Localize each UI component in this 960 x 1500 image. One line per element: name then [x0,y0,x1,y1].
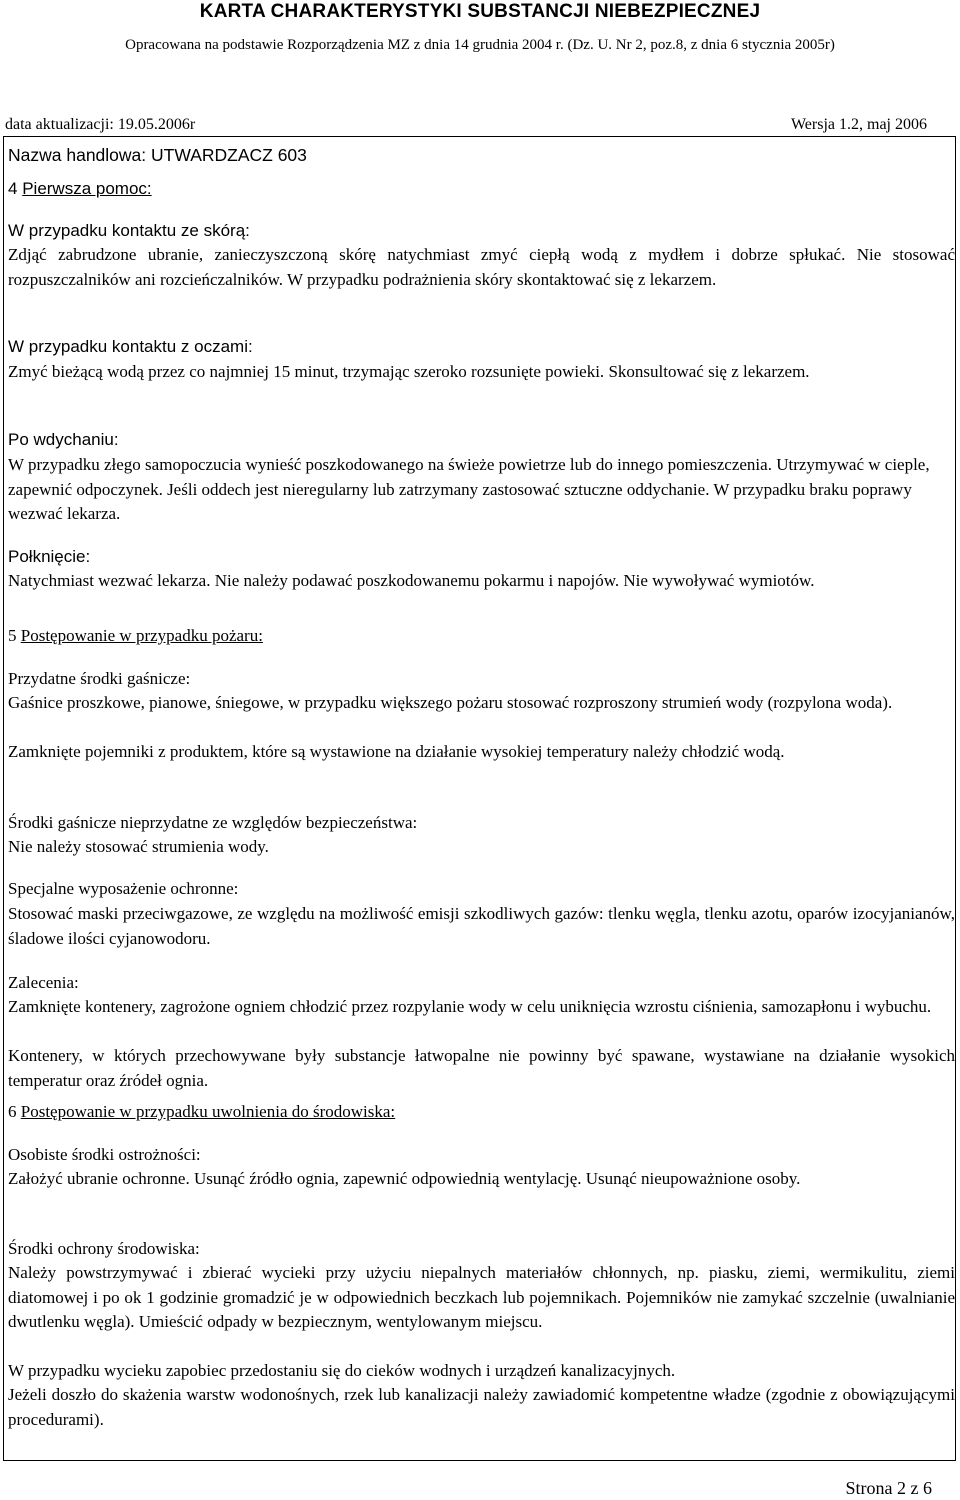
version-label: Wersja 1.2, maj 2006 [790,116,927,133]
content-frame [3,136,956,1461]
section-6-label: Postępowanie w przypadku uwolnienia do środowiska: [20,1102,396,1121]
inhale-heading: Po wdychaniu: [8,430,119,449]
section-6-title [8,1100,395,1124]
document-title: KARTA CHARAKTERYSTYKI SUBSTANCJI NIEBEZPIECZNEJ [199,1,761,22]
personal-text: Założyć ubranie ochronne. Usunąć źródło ognia, zapewnić odpowiednią wentylację. Usunąć nieupoważnione osoby. [8,1169,801,1188]
unsuitable-heading: Środki gaśnicze nieprzydatne ze względów bezpieczeństwa: [8,813,418,832]
agents-text-2: Zamknięte pojemniki z produktem, które są wystawione na działanie wysokiej temperatury należy chłodzić wodą. [8,742,785,761]
advice-text-2: Kontenery, w których przechowywane były substancje łatwopalne nie powinny być spawane, wystawiane na działanie wysokich temperatur oraz źródeł ognia. [8,1046,955,1090]
swallow-heading: Połknięcie: [8,547,91,566]
section-5-number: 5 [8,626,17,645]
section-4-label: Pierwsza pomoc: [22,179,152,198]
section-5-label: Postępowanie w przypadku pożaru: [20,626,263,645]
page-number: Strona 2 z 6 [845,1478,932,1498]
equipment-heading: Specjalne wyposażenie ochronne: [8,879,239,898]
personal-heading: Osobiste środki ostrożności: [8,1145,201,1164]
section-6-number: 6 [8,1102,17,1121]
section-4-title [8,177,152,201]
trade-name: Nazwa handlowa: UTWARDZACZ 603 [8,145,307,165]
eyes-text [8,360,955,385]
skin-text [8,243,955,292]
unsuitable-text: Nie należy stosować strumienia wody. [8,837,269,856]
env-text-2: W przypadku wycieku zapobiec przedostaniu się do cieków wodnych i urządzeń kanalizacyjnych. [8,1361,676,1380]
env-text-3: Jeżeli doszło do skażenia warstw wodonośnych, rzek lub kanalizacji należy zawiadomić kompetentne władze (zgodnie z obowiązującymi procedurami). [8,1385,955,1429]
section-4-number: 4 [8,179,18,198]
eyes-heading: W przypadku kontaktu z oczami: [8,337,253,356]
equipment-text: Stosować maski przeciwgazowe, ze względu na możliwość emisji szkodliwych gazów: tlenku węgla, tlenku azotu, oparów izocyjanianów, śladowe ilości cyjanowodoru. [8,904,955,948]
swallow-text: Natychmiast wezwać lekarza. Nie należy podawać poszkodowanemu pokarmu i napojów. Nie wywoływać wymiotów. [8,571,815,590]
agents-text-1: Gaśnice proszkowe, pianowe, śniegowe, w przypadku większego pożaru stosować rozproszony strumień wody (rozpylona woda). [8,693,893,712]
eyes-text-1: Zmyć bieżącą wodą przez co najmniej 15 minut, trzymając szeroko rozsunięte powieki. [8,362,605,381]
section-5-title [8,624,263,648]
document-subtitle: Opracowana na podstawie Rozporządzenia MZ z dnia 14 grudnia 2004 r. (Dz. U. Nr 2, poz.8, z dnia 6 stycznia 2005r) [125,37,835,53]
inhale-text: W przypadku złego samopoczucia wynieść poszkodowanego na świeże powietrze lub do innego pomieszczenia. Utrzymywać w cieple, zapewnić odpoczynek. Jeśli oddech jest nieregularny lub zatrzymany zastosować sztuczne oddychanie. W przypadku braku poprawy wezwać lekarza. [8,455,930,523]
skin-text-2: Nie stosować rozpuszczalników ani rozcieńczalników. W przypadku podrażnienia skóry skontaktować się z lekarzem. [8,245,955,289]
update-date: data aktualizacji: 19.05.2006r [5,116,196,133]
eyes-text-2: Skonsultować się z lekarzem. [604,362,810,381]
env-heading: Środki ochrony środowiska: [8,1239,200,1258]
skin-text-1: Zdjąć zabrudzone ubranie, zanieczyszczoną skórę natychmiast zmyć ciepłą wodą z mydłem i dobrze spłukać. [8,245,846,264]
env-text-1: Należy powstrzymywać i zbierać wycieki przy użyciu niepalnych materiałów chłonnych, np. piasku, ziemi, wermikulitu, ziemi diatomowej i po ok 1 godzinie gromadzić je w odpowiednich beczkach lub pojemnikach. Pojemników nie zamykać szczelnie (uwalnianie dwutlenku węgla). Umieścić odpady w bezpiecznym, wentylowanym miejscu. [8,1263,955,1331]
advice-heading: Zalecenia: [8,973,79,992]
skin-heading: W przypadku kontaktu ze skórą: [8,221,250,240]
agents-heading: Przydatne środki gaśnicze: [8,669,191,688]
meta-row [5,114,927,136]
advice-text-1: Zamknięte kontenery, zagrożone ogniem chłodzić przez rozpylanie wody w celu uniknięcia wzrostu ciśnienia, samozapłonu i wybuchu. [8,997,932,1016]
